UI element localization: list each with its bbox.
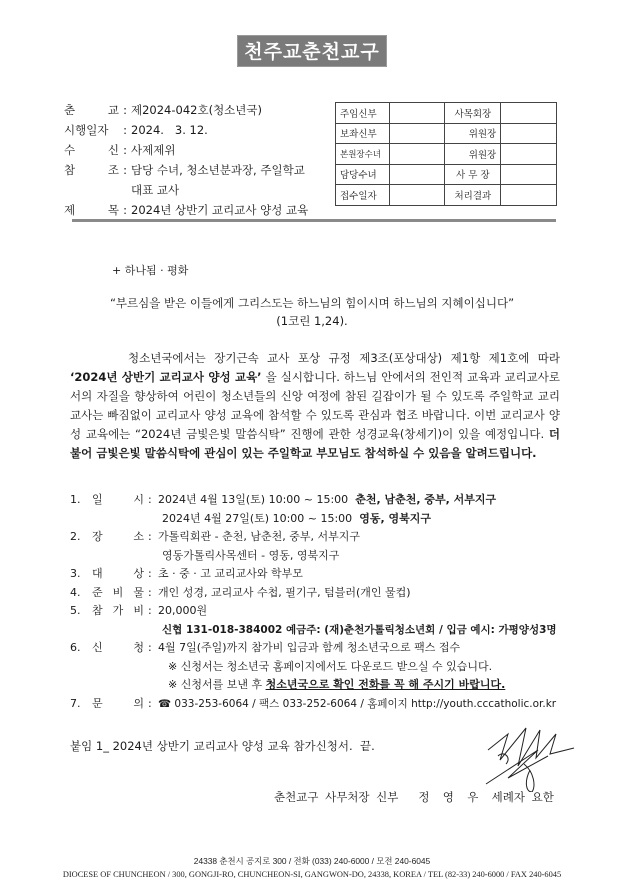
item-value: 초 · 중 · 고 교리교사와 학부모 (158, 567, 303, 580)
approval-label: 사목회장 (445, 103, 501, 124)
approval-label: 처리결과 (445, 185, 501, 206)
note-text: ※ 신청서를 보낸 후 (168, 678, 266, 691)
item-value: 개인 성경, 교리교사 수첩, 필기구, 텀블러(개인 물컵) (158, 585, 411, 599)
document-meta (64, 100, 334, 220)
meta-colon: : (123, 203, 127, 217)
item-key-char: 문 (92, 696, 103, 710)
meta-value-date: 2024. 3. 12. (131, 123, 208, 137)
item-key-char: 물 (133, 585, 144, 599)
body-text: 청소년국에서는 장기근속 교사 포상 규정 제3조(포상대상) 제1항 제1호에 따라 (128, 351, 560, 365)
item-number: 1. (70, 493, 81, 506)
approval-label: 보좌신부 (336, 123, 390, 144)
approval-label: 주임신부 (336, 103, 390, 124)
letterhead (0, 35, 624, 67)
application-note: ※ 신청서는 청소년국 홈페이지에서도 다운로드 받으실 수 있습니다. (168, 659, 493, 673)
meta-row-reference (64, 160, 334, 200)
meta-colon: : (123, 163, 127, 177)
meta-key: 시행일자 (64, 123, 109, 137)
detail-item-location (70, 528, 570, 547)
item-value: 20,000원 (158, 604, 208, 617)
detail-item-supplies (70, 584, 570, 603)
item-colon: : (148, 530, 152, 543)
detail-item-schedule (70, 491, 570, 510)
application-note (70, 676, 570, 695)
meta-colon: : (123, 123, 127, 137)
item-colon: : (148, 696, 152, 710)
item-key-char: 일 (92, 493, 103, 506)
meta-value-subject: 2024년 상반기 교리교사 양성 교육 (131, 203, 309, 217)
approval-cell (501, 164, 557, 185)
approval-cell (501, 123, 557, 144)
item-key-char: 소 (133, 530, 144, 543)
quote-citation: (1코린 1,24). (276, 314, 348, 328)
detail-item-target (70, 565, 570, 584)
letterhead-title: 천주교춘천교구 (237, 35, 386, 67)
meta-key-char: 교 (107, 103, 119, 117)
item-number: 4. (70, 585, 81, 599)
item-key-char: 신 (92, 641, 103, 654)
meta-key-char: 제 (64, 203, 76, 217)
meta-key-char: 참 (64, 163, 76, 177)
details-list (70, 491, 570, 713)
approval-label: 접수일자 (336, 185, 390, 206)
approval-cell (389, 123, 445, 144)
item-value-contact: ☎ 033-253-6064 / 팩스 033-252-6064 / 홈페이지 http://youth.cccatholic.or.kr (158, 697, 557, 710)
approval-row (336, 185, 557, 206)
meta-row-doc-number (64, 100, 334, 120)
approval-cell (501, 144, 557, 165)
approval-row (336, 144, 557, 165)
item-value: 2024년 4월 27일(토) 10:00 ~ 15:00 (162, 511, 353, 525)
item-key-char: 비 (133, 604, 144, 617)
item-value-bold: 춘천, 남춘천, 중부, 서부지구 (355, 493, 497, 506)
detail-item-continuation: 영동가톨릭사목센터 - 영동, 영북지구 (162, 548, 340, 562)
item-number: 6. (70, 641, 81, 654)
meta-row-recipient (64, 140, 334, 160)
item-key-char: 청 (133, 641, 144, 654)
meta-value-reference-cont: 대표 교사 (131, 183, 180, 197)
approval-row (336, 103, 557, 124)
meta-value-doc-number: 제2024-042호(청소년국) (131, 103, 262, 117)
item-key-char: 상 (133, 567, 144, 580)
meta-value-recipient: 사제제위 (131, 143, 176, 157)
item-key-char: 준 (92, 585, 103, 599)
item-value: 4월 7일(주일)까지 참가비 입금과 함께 청소년국으로 팩스 접수 (158, 641, 461, 654)
attachment-note: 붙임 1_ 2024년 상반기 교리교사 양성 교육 참가신청서. 끝. (70, 739, 375, 753)
item-key-char: 시 (133, 493, 144, 506)
meta-key-char: 수 (64, 143, 76, 157)
meta-value-reference: 담당 수녀, 청소년분과장, 주일학교 (131, 163, 305, 177)
sender-signature-line: 춘천교구 사무처장 신부 정 영 우 세례자 요한 (274, 790, 554, 804)
item-key-char: 대 (92, 567, 103, 580)
footer (0, 855, 624, 881)
meta-key-char: 조 (107, 163, 119, 177)
item-key-char: 참 (92, 604, 103, 617)
meta-row-subject (64, 200, 334, 220)
approval-label: 위원장 (445, 144, 501, 165)
header-divider (72, 219, 556, 222)
approval-cell (389, 164, 445, 185)
bank-account-info: 신협 131-018-384002 예금주: (재)춘천가톨릭청소년회 / 입금 예시: 가평양성3명 (162, 623, 557, 636)
item-number: 2. (70, 530, 81, 543)
approval-label: 사 무 장 (445, 164, 501, 185)
footer-address-en: DIOCESE OF CHUNCHEON / 300, GONGJI-RO, CHUNCHEON-SI, GANGWON-DO, 24338, KOREA / TEL (82-33) 240-6000 / FAX 240-6045 (62, 870, 562, 879)
approval-row (336, 164, 557, 185)
body-text: 을 실시합니다. 하느님 안에서의 전인적 교육과 교리교사로서의 자질을 향상하여 어린이 청소년들의 신앙 여정에 참된 길잡이가 될 수 있도록 주일학교 교리교사는 빠짐없이 교리교사 양성 교육에 참석할 수 있도록 관심과 협조 바랍니다. 이번 교리교사 양성 교육에는 “2024년 금빛은빛 말씀식탁” 진행에 관한 성경교육(창세기)이 있을 예정입니다. (70, 370, 560, 441)
approval-label: 담당수녀 (336, 164, 390, 185)
item-number: 5. (70, 604, 81, 617)
item-key-char: 장 (92, 530, 103, 543)
meta-key-char: 신 (107, 143, 119, 157)
body-bold-notice: 더불어 금빛은빛 말씀식탁에 관심이 있는 주일학교 부모님도 참석하실 수 있음을 알려드립니다. (70, 427, 561, 460)
signature (478, 720, 578, 792)
item-colon: : (148, 641, 152, 654)
approval-cell (389, 144, 445, 165)
item-colon: : (148, 604, 152, 617)
greeting: + 하나됨 · 평화 (112, 264, 189, 277)
approval-cell (389, 185, 445, 206)
item-key-char: 비 (112, 585, 124, 599)
approval-cell (389, 103, 445, 124)
note-underlined: 청소년국으로 확인 전화를 꼭 해 주시기 바랍니다. (265, 678, 506, 691)
item-number: 7. (70, 696, 81, 710)
approval-label: 위원장 (445, 123, 501, 144)
quote-text: “부르심을 받은 이들에게 그리스도는 하느님의 힘이시며 하느님의 지혜이십니다” (109, 296, 515, 310)
approval-row (336, 123, 557, 144)
approval-cell (501, 185, 557, 206)
scripture-quote (0, 294, 624, 330)
meta-row-date (64, 120, 334, 140)
detail-item-fee (70, 602, 570, 621)
approval-cell (501, 103, 557, 124)
detail-item-inquiry (70, 695, 570, 714)
item-value: 2024년 4월 13일(토) 10:00 ~ 15:00 (158, 493, 349, 506)
item-key-char: 의 (133, 696, 144, 710)
meta-key-char: 춘 (64, 103, 76, 117)
detail-item-application (70, 639, 570, 658)
item-value: 가톨릭회관 - 춘천, 남춘천, 중부, 서부지구 (158, 530, 360, 543)
item-key-char: 가 (112, 604, 124, 617)
body-paragraph (70, 349, 560, 463)
item-colon: : (148, 493, 152, 506)
meta-colon: : (123, 103, 127, 117)
approval-label: 본원장수녀 (336, 144, 390, 165)
detail-item-continuation (70, 510, 570, 529)
approval-table (335, 102, 557, 206)
body-bold-title: ‘2024년 상반기 교리교사 양성 교육’ (70, 370, 262, 384)
item-colon: : (148, 567, 152, 580)
meta-colon: : (123, 143, 127, 157)
item-colon: : (148, 585, 152, 599)
meta-key-char: 목 (107, 203, 119, 217)
footer-address-ko: 24338 춘천시 공지로 300 / 전화 (033) 240-6000 / 모전 240-6045 (193, 856, 431, 866)
item-value-bold: 영동, 영북지구 (359, 511, 431, 525)
item-number: 3. (70, 567, 81, 580)
